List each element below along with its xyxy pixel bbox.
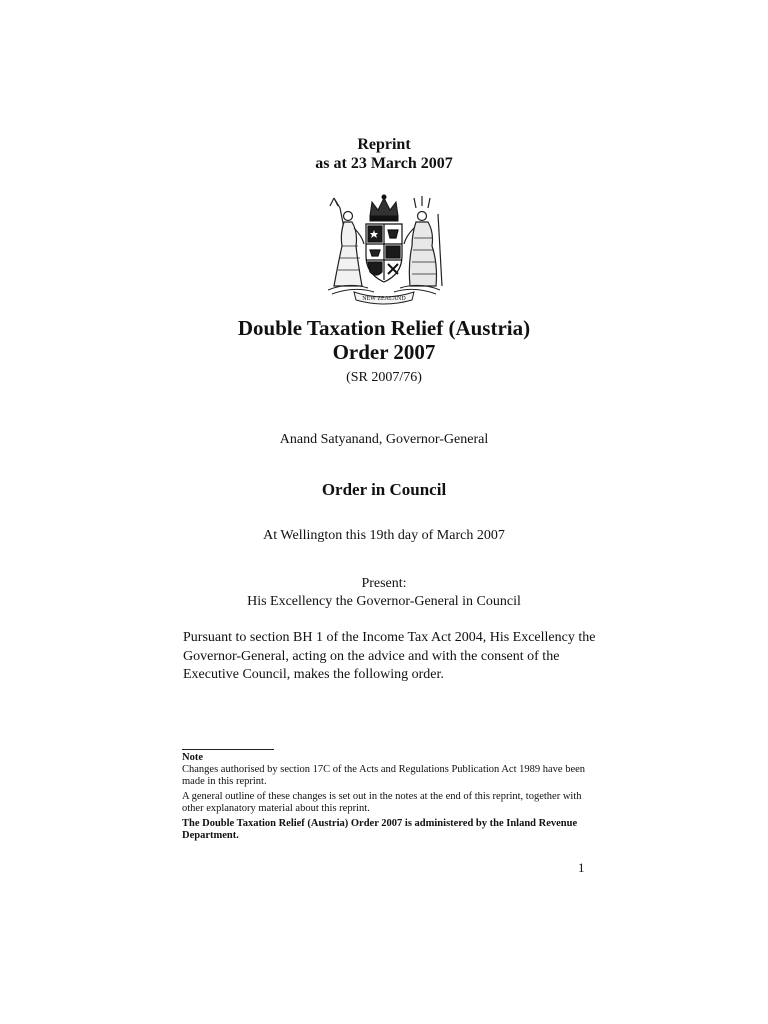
coat-of-arms-icon bbox=[318, 194, 450, 308]
footnote-divider bbox=[182, 749, 274, 750]
present-attendees: His Excellency the Governor-General in Council bbox=[247, 594, 521, 609]
document-title-line1: Double Taxation Relief (Austria) bbox=[237, 316, 531, 340]
place-and-date: At Wellington this 19th day of March 2007 bbox=[263, 528, 505, 543]
reprint-date: as at 23 March 2007 bbox=[315, 155, 453, 172]
governor-general-line: Anand Satyanand, Governor-General bbox=[279, 432, 489, 447]
crest-banner-text: NEW ZEALAND bbox=[362, 296, 406, 302]
footnote-line: Changes authorised by section 17C of the Acts and Regulations Publication Act 1989 have been made in this reprint. bbox=[182, 764, 586, 787]
enacting-paragraph: Pursuant to section BH 1 of the Income Tax Act 2004, His Excellency the Governor-General, acting on the advice and with the consent of the Executive Council, makes the following order. bbox=[183, 630, 596, 682]
footnote-heading: Note bbox=[182, 752, 203, 763]
document-title-line2: Order 2007 bbox=[332, 340, 436, 364]
footnote-administration: The Double Taxation Relief (Austria) Order 2007 is administered by the Inland Revenue Department. bbox=[182, 818, 578, 841]
page-number: 1 bbox=[578, 860, 585, 875]
reprint-label: Reprint bbox=[357, 136, 411, 153]
sr-number: (SR 2007/76) bbox=[346, 370, 422, 385]
order-in-council-heading: Order in Council bbox=[321, 480, 447, 499]
present-label: Present: bbox=[361, 576, 407, 591]
footnote-line: A general outline of these changes is set out in the notes at the end of this reprint, together with other explanatory material about this reprint. bbox=[182, 791, 582, 814]
